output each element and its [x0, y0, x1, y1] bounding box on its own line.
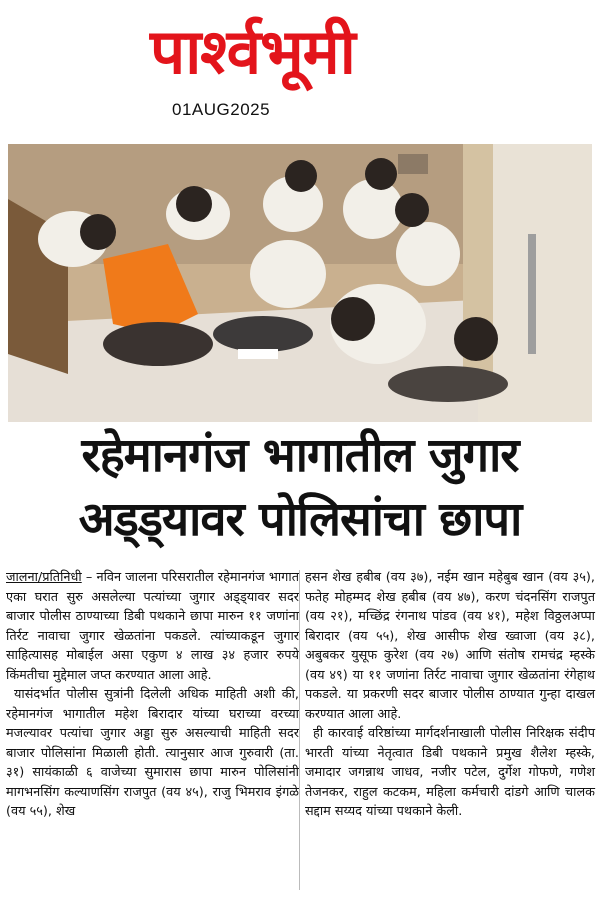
headline-line-1: रहेमानगंज भागातील जुगार [81, 428, 519, 483]
column-divider [299, 570, 300, 890]
masthead-logo [150, 8, 450, 98]
edition-date: 01AUG2025 [172, 100, 271, 119]
article-paragraph: यासंदर्भात पोलीस सुत्रांनी दिलेली अधिक माहिती अशी की, रहेमानगंज भागातील महेश बिरादार यांच्या घराच्या वरच्या मजल्यावर पत्यांचा जुगार अड्डा सुरु असल्याची माहिती सदर बाजार पोलिसांना मिळाली होती. त्यानुसार आज गुरुवारी (ता. ३१) सायंकाळी ६ वाजेच्या सुमारास छापा मारुन पोलिसांनी मागभनसिंग कल्याणसिंग राजपुत (वय ४५), राजु भिमराव इंगळे (वय ५५), शेख [6, 687, 299, 819]
headline-line-2: अड्ड्यावर पोलिसांचा छापा [78, 492, 522, 547]
article-paragraph: ही कारवाई वरिष्ठांच्या मार्गदर्शनाखाली पोलीस निरिक्षक संदीप भारती यांच्या नेतृत्वात डिबी पथकाने प्रमुख शैलेश म्हस्के, जमादार जगन्नाथ जाधव, नजीर पटेल, दुर्गेश गोफणे, गणेश तेजनकर, राहुल कटकम, महिला कर्मचारी दांडगे आणि चालक सद्दाम सय्यद यांच्या पथकाने केली. [305, 726, 595, 819]
headline [8, 424, 592, 552]
article-paragraph: हसन शेख हबीब (वय ३७), नईम खान महेबुब खान (वय ३५), फतेह मोहम्मद शेख हबीब (वय ४७), करण चंदनसिंग राजपुत (वय २१), मच्छिंद्र रंगनाथ पांडव (वय ४१), महेश विठ्ठलअप्पा बिरादार (वय ५५), शेख आसीफ शेख ख्वाजा (वय ३८), अबुबकर युसूफ कुरेश (वय २७) आणि संतोष रामचंद्र म्हस्के (वय ४९) या ११ जणांना तिर्रट नावाचा जुगार खेळतांना रंगेहाथ पकडले. या प्रकरणी सदर बाजार पोलीस ठाण्यात गुन्हा दाखल करण्यात आला आहे. [305, 570, 595, 722]
dateline: जालना/प्रतिनिधी [6, 570, 82, 585]
masthead-name: पार्श्वभूमी [150, 15, 355, 88]
article-text: – नविन जालना परिसरातील रहेमानगंज भागात एका घरात सुरु असलेल्या पत्यांच्या जुगार अड्ड्यावर सदर बाजार पोलीस ठाण्याच्या डिबी पथकाने छापा मारुन ११ जणांना तिर्रट नावाचा जुगार खेळतांना पकडले. त्यांच्याकडून जुगार साहित्यासह मोबाईल असा एकुण ४ लाख ३४ हजार रुपये किंमतीचा मुद्देमाल जप्त करण्यात आला आहे. [6, 570, 299, 683]
article-column-right [305, 568, 595, 822]
article-column-left [6, 568, 299, 822]
article-paragraph [6, 568, 299, 685]
news-photo [8, 144, 592, 422]
